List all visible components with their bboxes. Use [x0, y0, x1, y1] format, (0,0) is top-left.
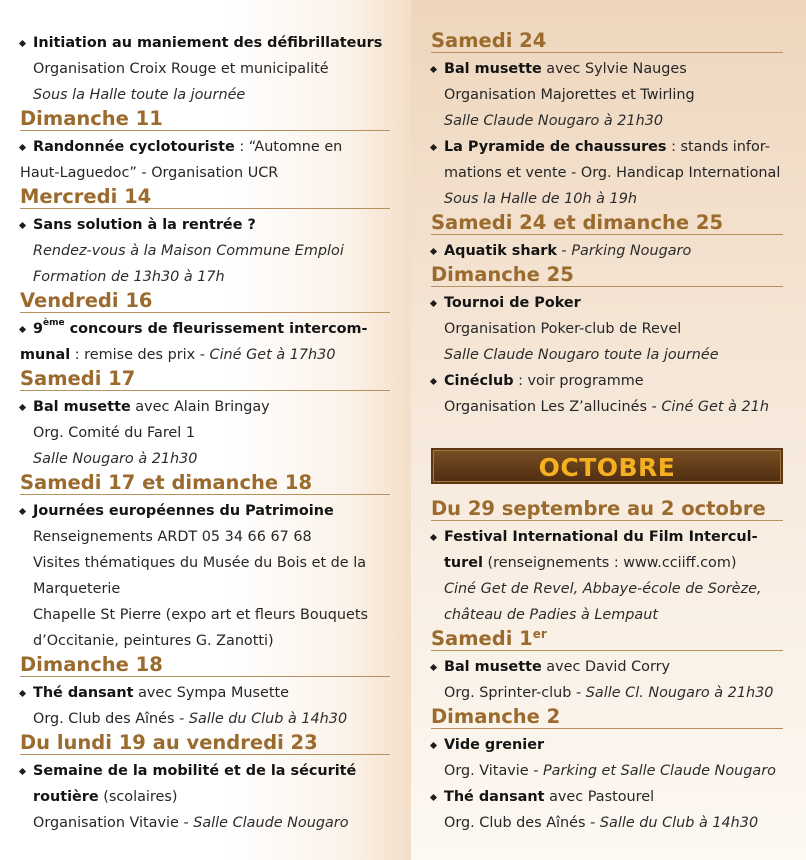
day-heading: Samedi 24 et dimanche 25	[431, 212, 783, 235]
event-detail: (renseignements : www.cciiff.com)	[482, 555, 737, 571]
event-detail: Visites thématiques du Musée du Bois et de la	[33, 555, 367, 571]
event-venue: Rendez-vous à la Maison Commune Emploi	[33, 243, 344, 259]
event-venue: Ciné Get à 21h	[661, 399, 769, 415]
event-sans-solution	[20, 212, 390, 290]
event-title: concours de fleurissement intercom-	[64, 321, 368, 337]
event-title: Bal musette	[444, 61, 542, 77]
event-title: Randonnée cyclotouriste	[33, 139, 235, 155]
month-banner: OCTOBRE	[431, 448, 783, 484]
event-cineclub	[431, 368, 783, 420]
event-pyramide	[431, 134, 783, 212]
event-venue: Sous la Halle toute la journée	[33, 87, 246, 103]
event-venue: Salle du Club à 14h30	[188, 711, 348, 727]
event-title: Festival International du Film Intercul-	[444, 529, 758, 545]
event-randonnee	[20, 134, 390, 186]
event-venue: Salle Claude Nougaro à 21h30	[444, 113, 664, 129]
event-detail: avec Sympa Musette	[133, 685, 289, 701]
event-title-cont: turel	[444, 555, 483, 571]
event-organizer: Haut-Laguedoc” - Organisation UCR	[20, 165, 279, 181]
event-title-cont: munal	[20, 347, 71, 363]
event-defibrillateurs	[20, 30, 390, 108]
event-detail: Marqueterie	[33, 581, 121, 597]
event-detail: mations et vente - Org. Handicap International	[444, 165, 781, 181]
event-title: Semaine de la mobilité et de la sécurité	[33, 763, 357, 779]
event-aquatik	[431, 238, 783, 264]
day-label: Samedi 1	[431, 627, 533, 650]
event-venue: Parking Nougaro	[571, 243, 692, 259]
day-heading: Dimanche 2	[431, 706, 783, 729]
day-heading: Samedi 24	[431, 30, 783, 53]
event-fleurissement	[20, 316, 390, 368]
event-detail: d’Occitanie, peintures G. Zanotti)	[33, 633, 274, 649]
event-detail: avec Pastourel	[544, 789, 655, 805]
event-detail: (scolaires)	[98, 789, 178, 805]
day-heading: Dimanche 18	[20, 654, 390, 677]
day-heading: Du 29 septembre au 2 octobre	[431, 498, 783, 521]
event-title: Tournoi de Poker	[444, 295, 581, 311]
event-detail: avec Sylvie Nauges	[541, 61, 687, 77]
day-heading: Vendredi 16	[20, 290, 390, 313]
day-heading: Samedi 17	[20, 368, 390, 391]
event-title: Initiation au maniement des défibrillateurs	[33, 35, 383, 51]
day-heading: Du lundi 19 au vendredi 23	[20, 732, 390, 755]
event-title: Thé dansant	[444, 789, 545, 805]
day-heading: Samedi 17 et dimanche 18	[20, 472, 390, 495]
event-venue: Salle Cl. Nougaro à 21h30	[585, 685, 774, 701]
event-organizer: Organisation Les Z’allucinés -	[444, 399, 662, 415]
event-detail: Chapelle St Pierre (expo art et fleurs Bouquets	[33, 607, 368, 623]
event-separator: -	[556, 243, 572, 259]
right-column	[411, 0, 806, 860]
day-heading: Dimanche 25	[431, 264, 783, 287]
event-venue: Parking et Salle Claude Nougaro	[542, 763, 776, 779]
event-organizer: Org. Sprinter-club -	[444, 685, 586, 701]
event-title: Vide grenier	[444, 737, 545, 753]
event-title: Journées européennes du Patrimoine	[33, 503, 334, 519]
event-mobilite	[20, 758, 390, 836]
event-title: Bal musette	[33, 399, 131, 415]
event-venue: Ciné Get à 17h30	[209, 347, 336, 363]
day-heading	[431, 628, 783, 651]
ordinal-suffix: ème	[43, 318, 65, 328]
event-venue: Salle Nougaro à 21h30	[33, 451, 198, 467]
event-organizer: Org. Club des Aînés -	[33, 711, 189, 727]
event-detail: Renseignements ARDT 05 34 66 67 68	[33, 529, 312, 545]
day-heading: Mercredi 14	[20, 186, 390, 209]
event-detail: : voir programme	[513, 373, 644, 389]
event-organizer: Organisation Poker-club de Revel	[444, 321, 682, 337]
event-venue: Salle Claude Nougaro	[193, 815, 349, 831]
event-title: La Pyramide de chaussures	[444, 139, 667, 155]
event-venue: Salle du Club à 14h30	[599, 815, 759, 831]
event-detail: avec Alain Bringay	[130, 399, 270, 415]
event-organizer: Organisation Vitavie -	[33, 815, 194, 831]
event-organizer: Organisation Majorettes et Twirling	[444, 87, 695, 103]
event-the-dansant	[20, 680, 390, 732]
event-title: Aquatik shark	[444, 243, 557, 259]
event-organizer: Org. Vitavie -	[444, 763, 543, 779]
event-ordinal: 9	[33, 321, 44, 337]
event-bal-musette	[20, 394, 390, 472]
event-bal-musette	[431, 654, 783, 706]
event-organizer: Organisation Croix Rouge et municipalité	[33, 61, 329, 77]
event-title: Thé dansant	[33, 685, 134, 701]
event-title: Bal musette	[444, 659, 542, 675]
event-patrimoine	[20, 498, 390, 654]
event-bal-musette	[431, 56, 783, 134]
event-venue: Sous la Halle de 10h à 19h	[444, 191, 637, 207]
ordinal-suffix: er	[532, 627, 547, 641]
event-venue: Ciné Get de Revel, Abbaye-école de Sorèze,	[444, 581, 762, 597]
event-detail: : remise des prix -	[70, 347, 210, 363]
event-festival	[431, 524, 783, 628]
event-time: Formation de 13h30 à 17h	[33, 269, 225, 285]
event-title: Sans solution à la rentrée ?	[33, 217, 256, 233]
event-venue: château de Padies à Lempaut	[444, 607, 658, 623]
event-detail: avec David Corry	[541, 659, 671, 675]
event-vide-grenier	[431, 732, 783, 784]
event-poker	[431, 290, 783, 368]
event-detail: : stands infor-	[666, 139, 770, 155]
event-detail: : “Automne en	[234, 139, 343, 155]
event-organizer: Org. Comité du Farel 1	[33, 425, 195, 441]
event-title-cont: routière	[33, 789, 99, 805]
event-the-dansant	[431, 784, 783, 836]
day-heading: Dimanche 11	[20, 108, 390, 131]
event-organizer: Org. Club des Aînés -	[444, 815, 600, 831]
event-title: Cinéclub	[444, 373, 514, 389]
event-venue: Salle Claude Nougaro toute la journée	[444, 347, 719, 363]
